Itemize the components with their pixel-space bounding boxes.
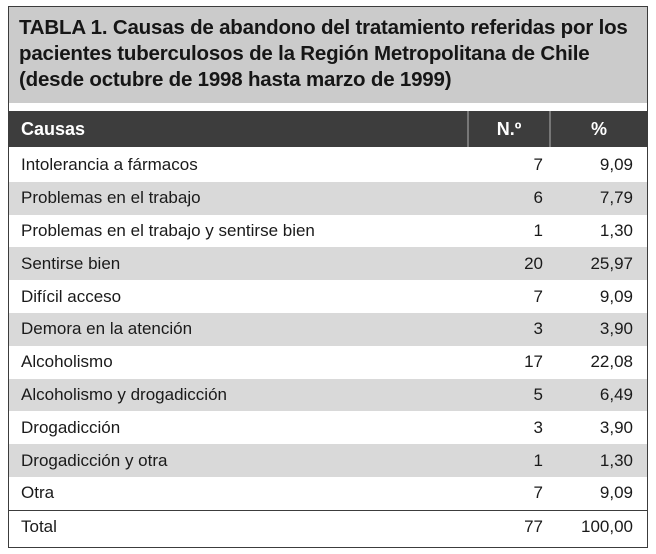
cell-cause: Alcoholismo y drogadicción (21, 384, 227, 404)
table-row (9, 477, 647, 510)
cell-cause: Demora en la atención (21, 319, 193, 339)
cell-cause: Problemas en el trabajo (21, 188, 201, 208)
cell-pct: 1,30 (599, 220, 633, 240)
cell-n: 17 (524, 352, 543, 372)
cell-n: 3 (533, 417, 543, 437)
cell-n: 7 (533, 483, 543, 503)
table-row (9, 149, 647, 182)
table-frame (8, 6, 648, 548)
cell-pct: 3,90 (599, 417, 633, 437)
cell-n: 5 (533, 384, 543, 404)
cell-pct: 7,79 (599, 188, 633, 208)
cell-n: 3 (533, 319, 543, 339)
cell-n: 7 (533, 286, 543, 306)
table-row (9, 313, 647, 346)
title-line-2: pacientes tuberculosos de la Región Metropolitana de Chile (19, 42, 590, 65)
cell-n: 1 (533, 450, 543, 470)
cell-cause: Drogadicción y otra (21, 450, 168, 470)
cell-pct: 9,09 (599, 155, 633, 175)
header-numero: N.º (469, 111, 551, 147)
table-body (9, 147, 647, 544)
table-title (9, 7, 647, 103)
cell-n: 7 (533, 155, 543, 175)
cell-pct: 25,97 (590, 253, 633, 273)
cell-cause: Otra (21, 483, 55, 503)
cell-cause: Sentirse bien (21, 253, 121, 273)
cell-cause: Intolerancia a fármacos (21, 155, 198, 175)
table-header-row (9, 111, 647, 147)
cell-pct: 1,30 (599, 450, 633, 470)
table-row (9, 346, 647, 379)
cell-pct: 3,90 (599, 319, 633, 339)
cell-n: 6 (533, 188, 543, 208)
cell-n: 20 (524, 253, 543, 273)
total-label: Total (21, 517, 57, 537)
table-total-row (9, 510, 647, 544)
table-row (9, 215, 647, 248)
cell-cause: Drogadicción (21, 417, 121, 437)
total-pct: 100,00 (581, 517, 633, 537)
data-table (9, 111, 647, 544)
title-line-3: (desde octubre de 1998 hasta marzo de 1999) (19, 68, 452, 91)
cell-cause: Problemas en el trabajo y sentirse bien (21, 220, 315, 240)
cell-pct: 9,09 (599, 286, 633, 306)
table-row (9, 182, 647, 215)
table-row (9, 280, 647, 313)
table-row (9, 444, 647, 477)
header-causas: Causas (9, 111, 469, 147)
cell-n: 1 (533, 220, 543, 240)
cell-cause: Difícil acceso (21, 286, 122, 306)
table-row (9, 411, 647, 444)
table-row (9, 247, 647, 280)
title-line-1: TABLA 1. Causas de abandono del tratamiento referidas por los (19, 16, 628, 39)
total-n: 77 (524, 517, 543, 537)
cell-cause: Alcoholismo (21, 352, 113, 372)
table-row (9, 379, 647, 412)
cell-pct: 6,49 (599, 384, 633, 404)
cell-pct: 9,09 (599, 483, 633, 503)
header-porcentaje: % (590, 118, 607, 139)
cell-pct: 22,08 (590, 352, 633, 372)
